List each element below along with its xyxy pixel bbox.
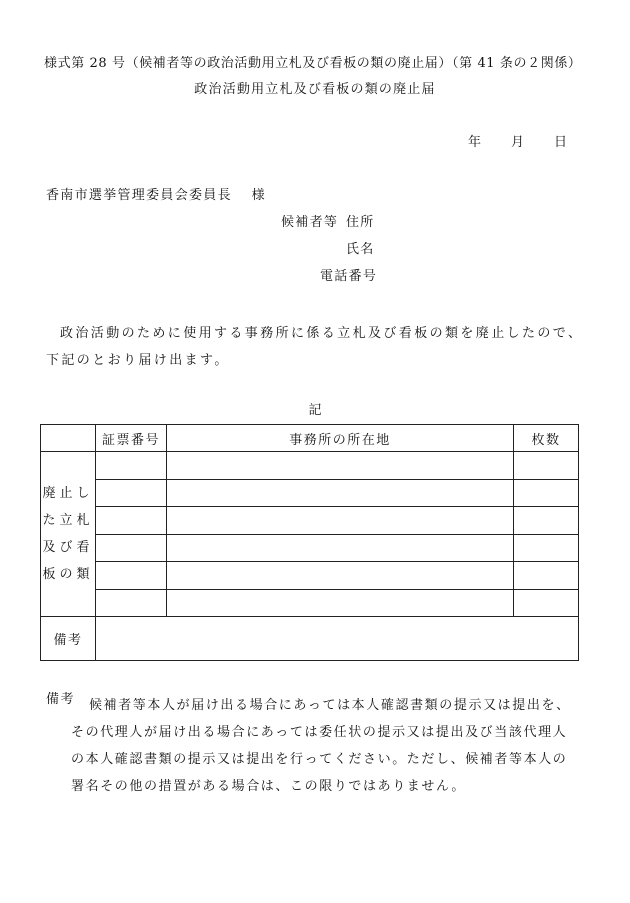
table-row	[41, 479, 579, 507]
abolished-signs-line: 廃止し	[42, 486, 94, 501]
form-number-title: 様式第 28 号（候補者等の政治活動用立札及び看板の類の廃止届）（第 41 条の２関係）	[44, 56, 582, 71]
cert-number-cell[interactable]	[96, 452, 167, 480]
abolished-signs-label	[41, 452, 96, 617]
cert-number-cell[interactable]	[96, 507, 167, 535]
count-cell[interactable]	[514, 452, 579, 480]
applicant-label: 候補者等	[281, 215, 339, 230]
count-cell[interactable]	[514, 479, 579, 507]
address-label: 住所	[346, 215, 375, 230]
ki-heading: 記	[308, 403, 322, 418]
document-title: 政治活動用立札及び看板の類の廃止届	[194, 82, 436, 97]
abolished-signs-line: 板の類	[42, 567, 94, 582]
date-month-label: 月	[511, 135, 525, 150]
table-row	[41, 452, 579, 480]
table-row	[41, 589, 579, 617]
date-day-label: 日	[554, 135, 568, 150]
signboard-table	[40, 424, 579, 661]
name-label: 氏名	[346, 242, 375, 257]
date-line	[468, 135, 567, 151]
count-cell[interactable]	[514, 507, 579, 535]
cert-number-cell[interactable]	[96, 562, 167, 590]
table-header-row	[41, 425, 579, 452]
office-location-cell[interactable]	[167, 452, 514, 480]
office-location-cell[interactable]	[167, 534, 514, 562]
table-row	[41, 562, 579, 590]
office-location-cell[interactable]	[167, 562, 514, 590]
notes-cell[interactable]	[96, 617, 579, 661]
count-cell[interactable]	[514, 562, 579, 590]
label-column-header	[41, 425, 96, 452]
office-location-header: 事務所の所在地	[167, 425, 514, 452]
count-header: 枚数	[514, 425, 579, 452]
notes-label: 備考	[41, 617, 96, 661]
office-location-cell[interactable]	[167, 589, 514, 617]
abolished-signs-line: 及び看	[42, 540, 94, 555]
remarks-heading: 備考	[46, 692, 76, 707]
notes-row	[41, 617, 579, 661]
cert-number-cell[interactable]	[96, 534, 167, 562]
table-row	[41, 507, 579, 535]
addressee: 香南市選挙管理委員会委員長 様	[46, 188, 266, 203]
abolished-signs-line: た立札	[42, 513, 94, 528]
office-location-cell[interactable]	[167, 479, 514, 507]
count-cell[interactable]	[514, 589, 579, 617]
phone-label: 電話番号	[320, 269, 378, 284]
table-row	[41, 534, 579, 562]
remarks-text: 候補者等本人が届け出る場合にあっては本人確認書類の提示又は提出を、その代理人が届け出る場合にあっては委任状の提示又は提出及び当該代理人の本人確認書類の提示又は提出を行ってください。ただし、候補者等本人の署名その他の措置がある場合は、この限りではありません。	[71, 698, 571, 794]
cert-number-cell[interactable]	[96, 479, 167, 507]
count-cell[interactable]	[514, 534, 579, 562]
date-year-label: 年	[468, 135, 482, 150]
notification-body: 政治活動のために使用する事務所に係る立札及び看板の類を廃止したので、下記のとおり届け出ます。	[46, 326, 584, 368]
cert-number-header: 証票番号	[96, 425, 167, 452]
cert-number-cell[interactable]	[96, 589, 167, 617]
office-location-cell[interactable]	[167, 507, 514, 535]
